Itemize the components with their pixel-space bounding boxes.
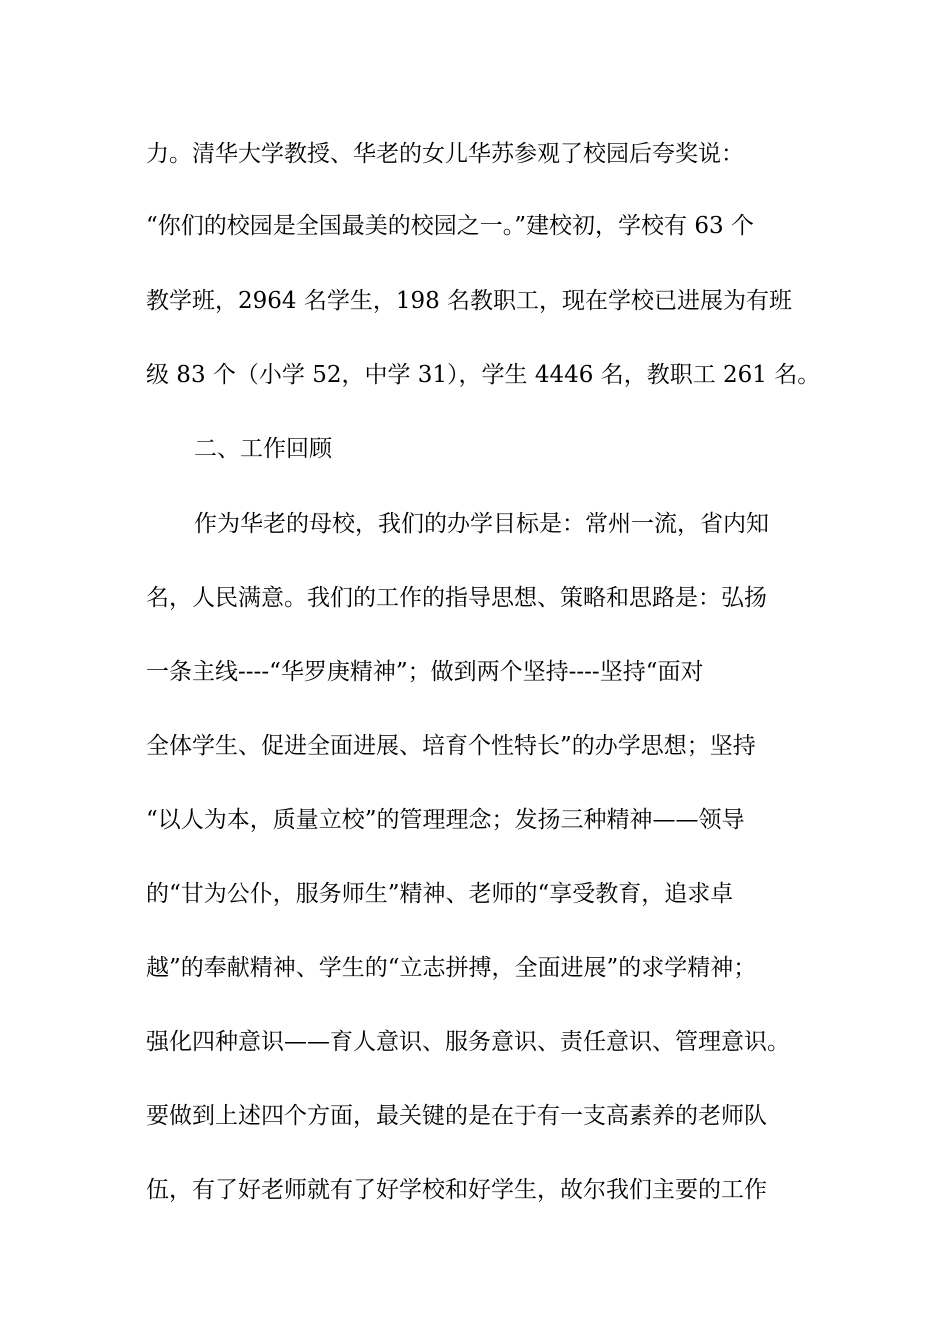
text-line: 要做到上述四个方面，最关键的是在于有一支高素养的老师队	[146, 1103, 767, 1129]
text-line: 名，人民满意。我们的工作的指导思想、策略和思路是：弘扬	[146, 585, 767, 611]
text-line: 力。清华大学教授、华老的女儿华苏参观了校园后夸奖说：	[146, 141, 744, 167]
text-line: 伍，有了好老师就有了好学校和好学生，故尔我们主要的工作	[146, 1177, 767, 1203]
text-line: 级 83 个（小学 52，中学 31），学生 4446 名，教职工 261 名。	[146, 362, 821, 388]
text-line: “以人为本，质量立校”的管理理念；发扬三种精神——领导	[146, 807, 745, 833]
text-line: “你们的校园是全国最美的校园之一。”建校初，学校有 63 个	[146, 213, 754, 239]
text-line: 教学班，2964 名学生，198 名教职工，现在学校已进展为有班	[146, 288, 793, 314]
text-line: 一条主线----“华罗庚精神”；做到两个坚持----坚持“面对	[146, 659, 704, 685]
text-line: 越”的奉献精神、学生的“立志拼搏，全面进展”的求学精神；	[146, 955, 757, 981]
text-line: 的“甘为公仆，服务师生”精神、老师的“享受教育，追求卓	[146, 881, 734, 907]
text-line: 作为华老的母校，我们的办学目标是：常州一流，省内知	[194, 511, 769, 537]
text-line: 强化四种意识——育人意识、服务意识、责任意识、管理意识。	[146, 1029, 790, 1055]
section-heading: 二、工作回顾	[194, 436, 332, 462]
text-line: 全体学生、促进全面进展、培育个性特长”的办学思想；坚持	[146, 733, 756, 759]
